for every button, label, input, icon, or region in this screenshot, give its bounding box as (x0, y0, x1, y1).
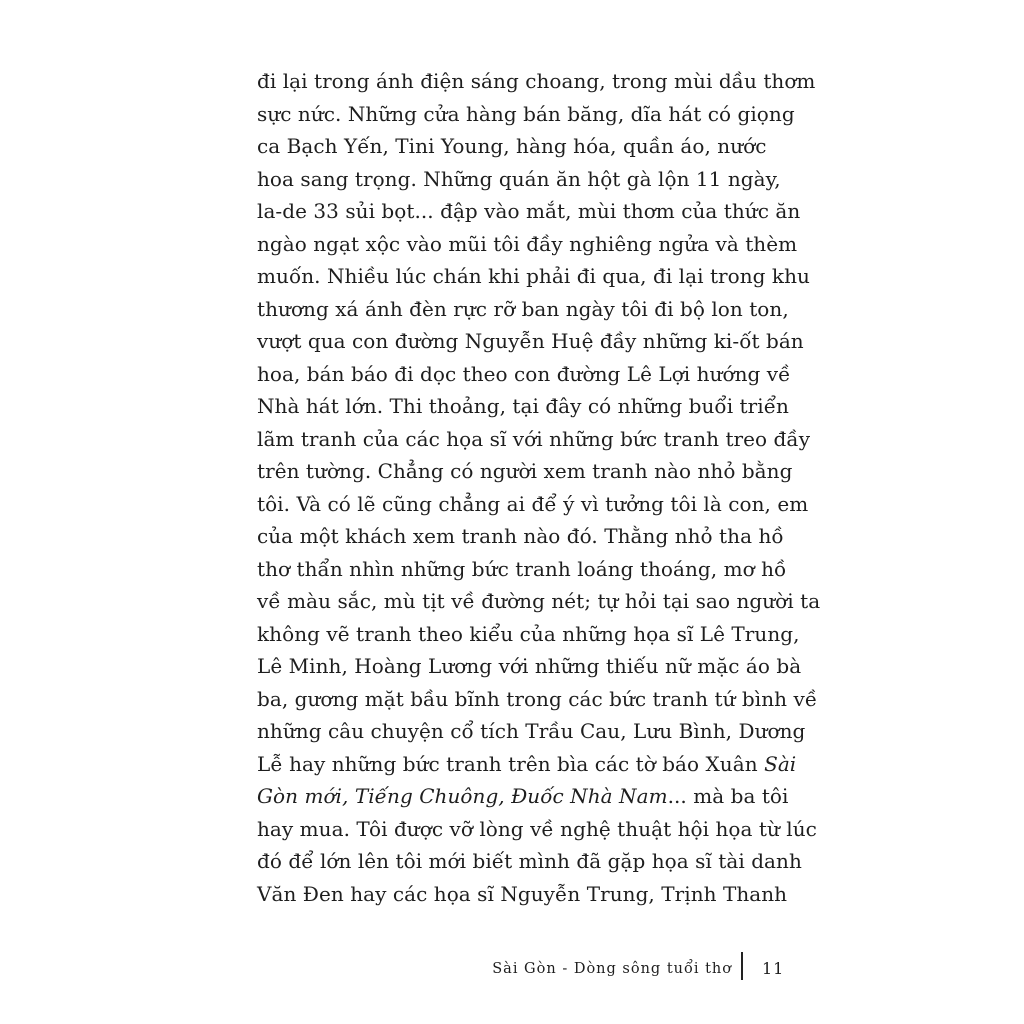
text-line: không vẽ tranh theo kiểu của những họa sĩ Lê Trung, (257, 621, 800, 646)
text-line: Lê Minh, Hoàng Lương với những thiếu nữ mặc áo bà (257, 654, 802, 678)
italic-title: Sài (764, 751, 797, 776)
text-line: ba, gương mặt bầu bĩnh trong các bức tranh tứ bình về (257, 686, 818, 711)
text-line: tôi. Và có lẽ cũng chẳng ai để ý vì tưởng tôi là con, em (257, 491, 809, 516)
text-line: những câu chuyện cổ tích Trầu Cau, Lưu Bình, Dương (257, 719, 806, 743)
italic-titles: Gòn mới, Tiếng Chuông, Đuốc Nhà Nam (257, 784, 668, 808)
text-line: la-de 33 sủi bọt... đập vào mắt, mùi thơm của thức ăn (257, 199, 801, 223)
text-line: muốn. Nhiều lúc chán khi phải đi qua, đi lại trong khu (257, 264, 810, 288)
text-line: đi lại trong ánh điện sáng choang, trong mùi dầu thơm (257, 69, 816, 93)
text-line (257, 780, 789, 813)
page-number: 11 (762, 959, 785, 978)
text-line: thương xá ánh đèn rực rỡ ban ngày tôi đi bộ lon ton, (257, 296, 789, 321)
text-line: sực nức. Những cửa hàng bán băng, dĩa hát có giọng (257, 101, 795, 126)
text-line-end: ... mà ba tôi (667, 784, 789, 808)
text-line: hay mua. Tôi được vỡ lòng về nghệ thuật hội họa từ lúc (257, 816, 817, 841)
text-line: lãm tranh của các họa sĩ với những bức tranh treo đầy (257, 426, 811, 451)
text-line: của một khách xem tranh nào đó. Thằng nhỏ tha hồ (257, 524, 784, 548)
text-line: hoa sang trọng. Những quán ăn hột gà lộn 11 ngày, (257, 166, 781, 191)
text-line: Nhà hát lớn. Thi thoảng, tại đây có những buổi triển (257, 394, 789, 418)
text-line: đó để lớn lên tôi mới biết mình đã gặp họa sĩ tài danh (257, 849, 802, 873)
text-line: ngào ngạt xộc vào mũi tôi đầy nghiêng ngửa và thèm (257, 231, 798, 256)
running-footer-title: Sài Gòn - Dòng sông tuổi thơ (492, 961, 732, 977)
text-line (257, 748, 797, 781)
body-text (257, 65, 821, 910)
text-line: về màu sắc, mù tịt về đường nét; tự hỏi tại sao người ta (257, 589, 821, 613)
text-line: vượt qua con đường Nguyễn Huệ đầy những ki-ốt bán (257, 329, 804, 353)
text-line: thơ thẩn nhìn những bức tranh loáng thoáng, mơ hồ (257, 556, 787, 581)
text-line: hoa, bán báo đi dọc theo con đường Lê Lợi hướng về (257, 361, 791, 386)
text-line: trên tường. Chẳng có người xem tranh nào nhỏ bằng (257, 459, 793, 483)
text-line: ca Bạch Yến, Tini Young, hàng hóa, quần áo, nước (257, 134, 767, 158)
text-line: Văn Đen hay các họa sĩ Nguyễn Trung, Trịnh Thanh (257, 881, 788, 906)
footer-divider (741, 952, 743, 980)
text-line-start: Lễ hay những bức tranh trên bìa các tờ báo Xuân (257, 751, 765, 776)
